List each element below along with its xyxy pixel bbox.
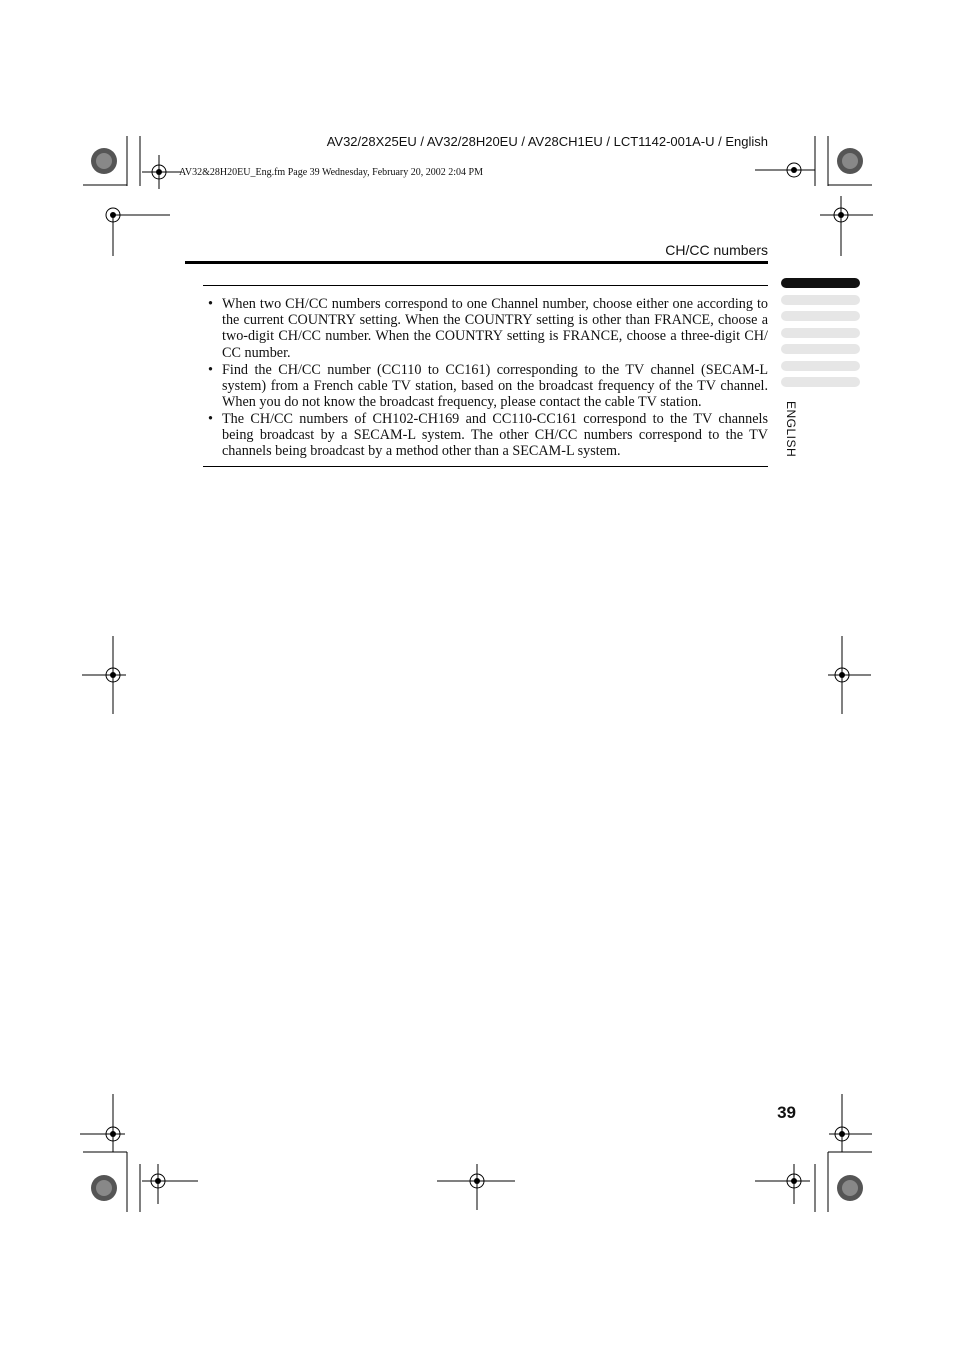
note-text: Find the CH/CC number (CC110 to CC161) corresponding to the TV channel (SECAM-L system) from a French cable TV station, based on the broadcast frequency of the TV channel. When you do not know the broadcast frequency, please contact the cable TV station. xyxy=(222,362,768,411)
registration-mark-top-right xyxy=(755,136,873,258)
note-text: When two CH/CC numbers correspond to one Channel number, choose either one according to the current COUNTRY setting. When the COUNTRY setting is other than FRANCE, choose a two-digit CH/CC number. When the COUNTRY setting is FRANCE, choose a three-digit CH/ CC number. xyxy=(222,296,768,361)
file-stamp: AV32&28H20EU_Eng.fm Page 39 Wednesday, February 20, 2002 2:04 PM xyxy=(179,167,483,178)
tab-marker xyxy=(781,295,860,305)
document-id: AV32/28X25EU / AV32/28H20EU / AV28CH1EU / LCT1142-001A-U / English xyxy=(326,134,768,149)
notes-box xyxy=(203,285,768,467)
language-label: ENGLISH xyxy=(784,401,798,458)
bullet: • xyxy=(208,296,213,312)
registration-mark-bottom-left xyxy=(80,1094,200,1212)
tab-marker xyxy=(781,311,860,321)
tab-marker xyxy=(781,328,860,338)
page-number: 39 xyxy=(777,1103,796,1122)
note-text: The CH/CC numbers of CH102-CH169 and CC110-CC161 correspond to the TV channels being broadcast by a SECAM-L system. The other CH/CC numbers correspond to the TV channels being broadcast by a method other than a SECAM-L system. xyxy=(222,411,768,460)
crosshair-mark-bottom-center xyxy=(437,1164,517,1210)
crosshair-mark-middle-left xyxy=(82,636,142,716)
crosshair-mark-middle-right xyxy=(823,636,883,716)
bullet: • xyxy=(208,411,213,427)
bullet: • xyxy=(208,362,213,378)
tab-marker xyxy=(781,344,860,354)
section-title: CH/CC numbers xyxy=(665,242,768,258)
tab-marker-active xyxy=(781,278,860,288)
heading-rule xyxy=(185,261,768,264)
crosshair-mark-top-left-2 xyxy=(142,155,182,189)
tab-marker xyxy=(781,361,860,371)
tab-marker xyxy=(781,377,860,387)
